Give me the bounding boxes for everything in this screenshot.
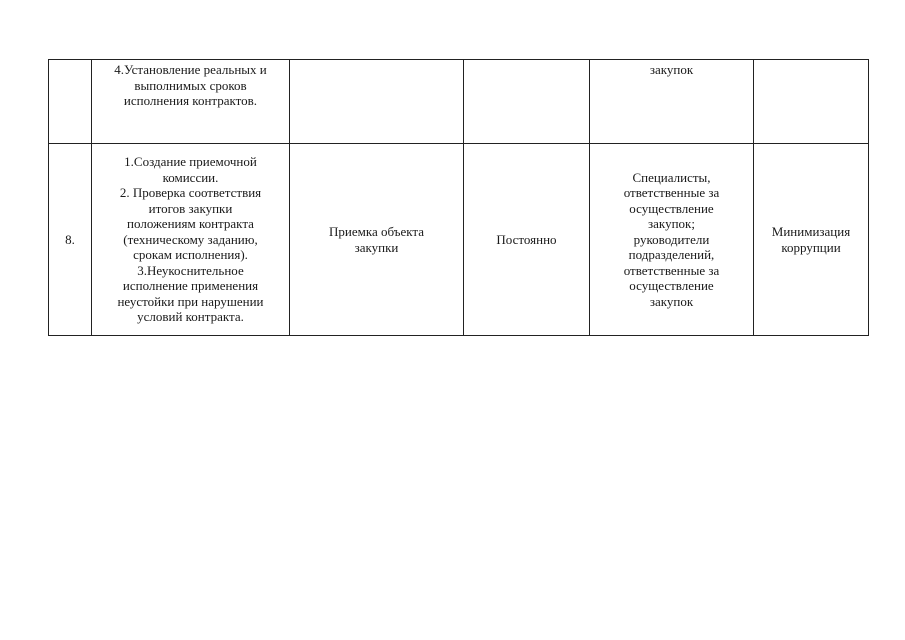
actions-line: неустойки при нарушении [117, 293, 264, 309]
cell-responsible [590, 144, 754, 336]
row-number: 8. [65, 231, 75, 247]
actions-line: исполнения контрактов. [123, 93, 258, 108]
cell-actions [92, 144, 290, 336]
cell-period [464, 144, 590, 336]
responsible-line: закупок [649, 62, 694, 77]
cell-number [49, 144, 92, 336]
actions-line: 3.Неукоснительное [137, 262, 244, 278]
responsible-line: руководители [633, 231, 710, 247]
actions-line: 4.Установление реальных и [114, 62, 267, 77]
result-line: коррупции [781, 239, 841, 255]
object-line: закупки [354, 239, 399, 255]
period-line: Постоянно [496, 231, 557, 247]
result-line: Минимизация [771, 224, 851, 239]
cell-responsible [590, 60, 754, 144]
responsible-line: осуществление [629, 200, 714, 216]
responsible-line: ответственные за [623, 262, 720, 278]
actions-line: 1.Создание приемочной [124, 154, 257, 170]
responsible-line: подразделений, [628, 247, 715, 263]
cell-object [290, 60, 464, 144]
actions-line: срокам исполнения). [133, 247, 248, 263]
responsible-line: закупок; [648, 216, 695, 232]
responsible-line: закупок [649, 293, 694, 309]
cell-period [464, 60, 590, 144]
actions-line: выполнимых сроков [134, 77, 247, 93]
actions-line: положениям контракта [127, 216, 254, 232]
responsible-line: Специалисты, [632, 169, 711, 185]
actions-line: условий контракта. [137, 309, 244, 325]
actions-line: комиссии. [162, 169, 219, 185]
table-row [49, 144, 869, 336]
cell-actions [92, 60, 290, 144]
cell-result [754, 144, 869, 336]
actions-line: исполнение применения [122, 278, 259, 294]
cell-result [754, 60, 869, 144]
cell-object [290, 144, 464, 336]
actions-line: итогов закупки [148, 200, 233, 216]
anti-corruption-measures-table [48, 59, 869, 336]
actions-line: (техническому заданию, [123, 231, 258, 247]
responsible-line: ответственные за [623, 185, 720, 201]
table-row [49, 60, 869, 144]
actions-line: 2. Проверка соответствия [119, 185, 262, 201]
cell-number [49, 60, 92, 144]
responsible-line: осуществление [629, 278, 714, 294]
object-line: Приемка объекта [328, 224, 425, 239]
